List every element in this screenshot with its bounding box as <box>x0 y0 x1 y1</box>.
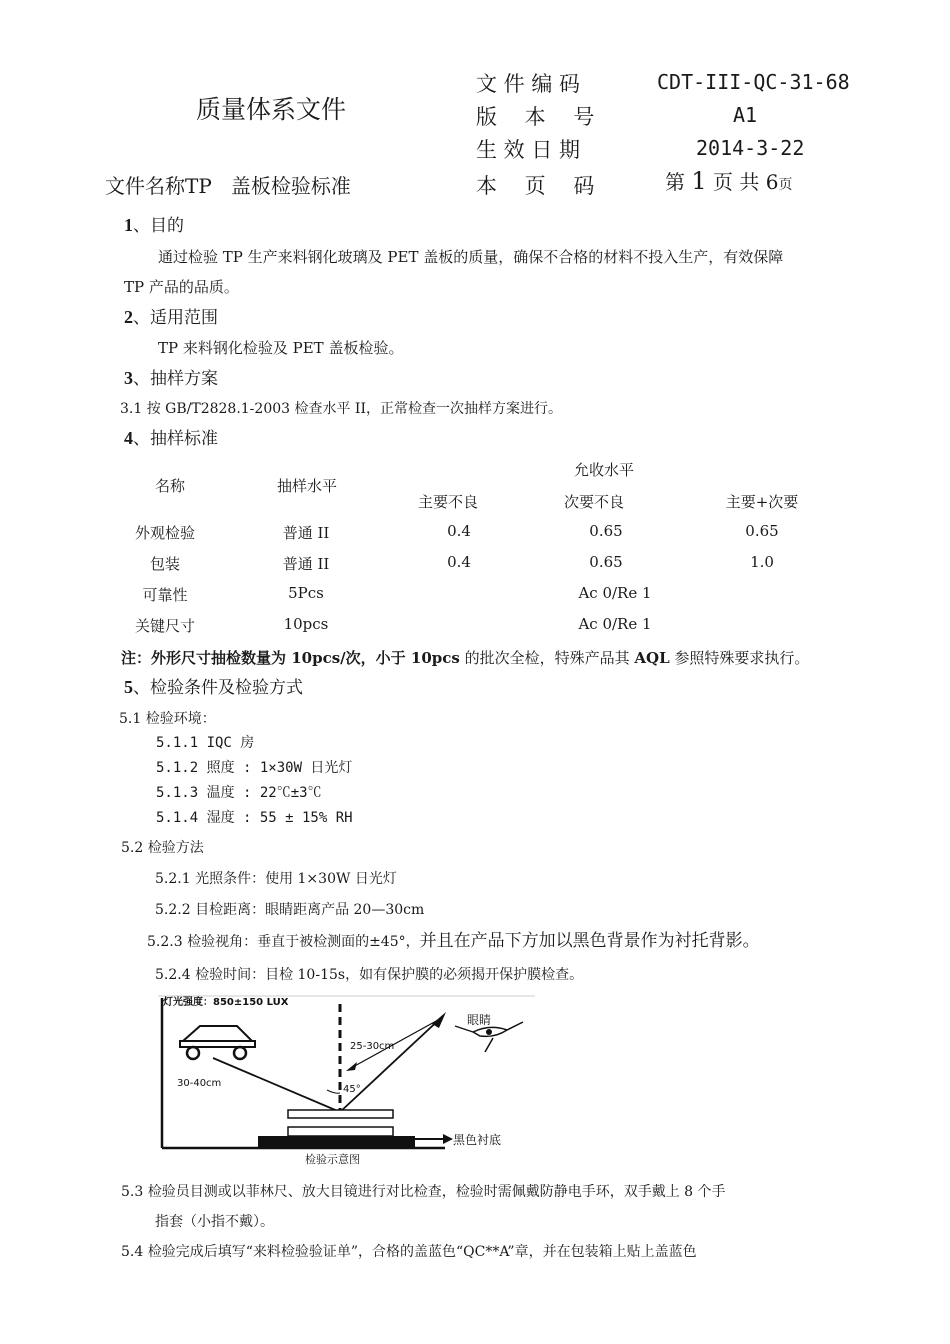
section-title: 、检验条件及检验方式 <box>133 678 303 698</box>
field-label-date: 生 效 日 期 <box>476 138 581 162</box>
field-label-code: 文 件 编 码 <box>476 72 581 96</box>
field-label-version: 版 本 号 <box>476 105 595 129</box>
section-title: 、抽样方案 <box>133 369 218 389</box>
section-3-heading <box>124 364 218 389</box>
note-part: 次，小于 <box>345 649 411 667</box>
diagram-eye-label: 眼睛 <box>467 1013 492 1027</box>
table-row: 可靠性 <box>142 586 188 604</box>
page-indicator <box>665 166 792 195</box>
section-number: 2 <box>124 307 133 327</box>
page-suffix: 页 <box>778 177 793 193</box>
section-4-heading <box>124 424 218 449</box>
table-row: 外观检验 <box>134 524 195 542</box>
table-cell: Ac 0/Re 1 <box>578 615 652 633</box>
table-cell: 10pcs <box>283 615 329 633</box>
table-cell: 0.4 <box>447 522 471 540</box>
th-major: 主要不良 <box>417 493 478 511</box>
lamp-icon <box>180 1026 255 1059</box>
diagram-bg-label: 黑色衬底 <box>453 1133 502 1147</box>
env-item-2: 5.1.2 照度 : 1×30W 日光灯 <box>156 760 353 776</box>
section-title: 、目的 <box>133 216 184 236</box>
table-note <box>121 647 809 668</box>
table-row: 关键尺寸 <box>134 617 195 635</box>
section-number: 5 <box>124 677 133 697</box>
doc-name-value: TP 盖板检验标准 <box>185 174 351 198</box>
table-row: 包装 <box>149 555 180 573</box>
diagram-distance-label: 25-30cm <box>350 1041 395 1052</box>
field-label-page: 本 页 码 <box>476 174 595 198</box>
diagram-light-label: 灯光强度：850±150 LUX <box>163 997 289 1008</box>
page-prefix: 第 <box>665 170 685 194</box>
table-cell: 0.4 <box>447 553 471 571</box>
table-cell: 5Pcs <box>288 584 324 602</box>
field-value-code: CDT-III-QC-31-68 <box>657 70 850 94</box>
note-part: 10pcs/ <box>291 649 346 667</box>
method-item-1: 5.2.1 光照条件：使用 1×30W 日光灯 <box>155 871 397 887</box>
method-title: 5.2 检验方法 <box>121 840 204 856</box>
method-item-3 <box>147 926 760 951</box>
th-total: 主要+次要 <box>725 493 799 511</box>
note-part: AQL <box>634 649 670 667</box>
diagram-ray-arrowhead <box>432 1012 446 1028</box>
page-current: 1 <box>691 167 707 195</box>
table-cell: Ac 0/Re 1 <box>578 584 652 602</box>
section-5-heading <box>124 673 303 698</box>
table-cell: 普通 II <box>282 555 330 573</box>
section-2-text: TP 来料钢化检验及 PET 盖板检验。 <box>158 339 404 357</box>
th-name: 名称 <box>154 477 185 495</box>
section-title: 、抽样标准 <box>133 429 218 449</box>
env-title: 5.1 检验环境： <box>119 711 216 727</box>
section-2-heading <box>124 303 218 328</box>
diagram-angle-label: 45° <box>343 1084 361 1095</box>
doc-name-label: 文件名称 <box>105 174 185 198</box>
method-item-4: 5.2.4 检验时间：目检 10-15s，如有保护膜的必须揭开保护膜检查。 <box>155 967 584 983</box>
table-cell: 普通 II <box>282 524 330 542</box>
page-total: 6 <box>765 170 779 194</box>
section-3-text: 3.1 按 GB/T2828.1-2003 检查水平 II，正常检查一次抽样方案进行。 <box>120 401 562 417</box>
diagram-product-plate <box>288 1127 393 1136</box>
note-part: 参照特殊要求执行。 <box>669 649 810 667</box>
note-part: 10pcs <box>410 649 460 667</box>
diagram-caption: 检验示意图 <box>305 1153 360 1166</box>
diagram-light-ray <box>213 1058 340 1112</box>
section-number: 3 <box>124 368 133 388</box>
section-5-3-line2: 指套（小指不戴）。 <box>155 1214 274 1230</box>
table-cell: 0.65 <box>589 553 623 571</box>
th-minor: 次要不良 <box>563 493 624 511</box>
section-5-3-line1: 5.3 检验员目测或以菲林尺、放大目镜进行对比检查，检验时需佩戴防静电手环，双手戴上 8 个手 <box>121 1184 726 1200</box>
section-number: 1 <box>124 215 133 235</box>
note-part: 的批次全检，特殊产品其 <box>459 649 635 667</box>
diagram-distance-arrowhead <box>346 1062 357 1071</box>
diagram-product-plate-top <box>288 1110 393 1118</box>
doc-type-title: 质量体系文件 <box>196 95 347 124</box>
page-mid: 页 共 <box>713 170 760 194</box>
section-5-4-text: 5.4 检验完成后填写“来料检验验证单”，合格的盖蓝色“QC**A”章，并在包装箱上贴上盖蓝色 <box>121 1244 697 1260</box>
note-part: 注：外形尺寸抽检数量为 <box>121 649 292 667</box>
field-value-date: 2014-3-22 <box>696 136 805 160</box>
env-item-3: 5.1.3 温度 : 22℃±3℃ <box>156 785 322 801</box>
inspection-diagram <box>155 992 540 1167</box>
method-item-2: 5.2.2 目检距离：眼睛距离产品 20—30cm <box>155 902 425 918</box>
table-cell: 0.65 <box>745 522 779 540</box>
doc-name <box>105 170 351 199</box>
diagram-lamp-distance: 30-40cm <box>177 1078 222 1089</box>
diagram-angle-arc <box>327 1090 340 1093</box>
th-level: 抽样水平 <box>276 477 337 495</box>
section-title: 、适用范围 <box>133 308 218 328</box>
method-item-3-part: 并且在产品下方加以黑色背景作为衬托背影。 <box>419 931 760 951</box>
diagram-bg-arrowhead <box>443 1134 453 1144</box>
th-accept: 允收水平 <box>573 461 634 479</box>
table-cell: 0.65 <box>589 522 623 540</box>
field-value-version: A1 <box>733 103 758 127</box>
method-item-3-part: 5.2.3 检验视角：垂直于被检测面的±45°， <box>147 934 420 950</box>
env-item-1: 5.1.1 IQC 房 <box>156 735 255 751</box>
diagram-black-background <box>258 1136 415 1148</box>
section-1-heading <box>124 211 184 236</box>
section-1-text-line1: 通过检验 TP 生产来料钢化玻璃及 PET 盖板的质量，确保不合格的材料不投入生产，有效保障 <box>158 248 784 266</box>
env-item-4: 5.1.4 湿度 : 55 ± 15% RH <box>156 810 353 826</box>
table-cell: 1.0 <box>750 553 774 571</box>
section-1-text-line2: TP 产品的品质。 <box>124 278 239 296</box>
section-number: 4 <box>124 428 133 448</box>
